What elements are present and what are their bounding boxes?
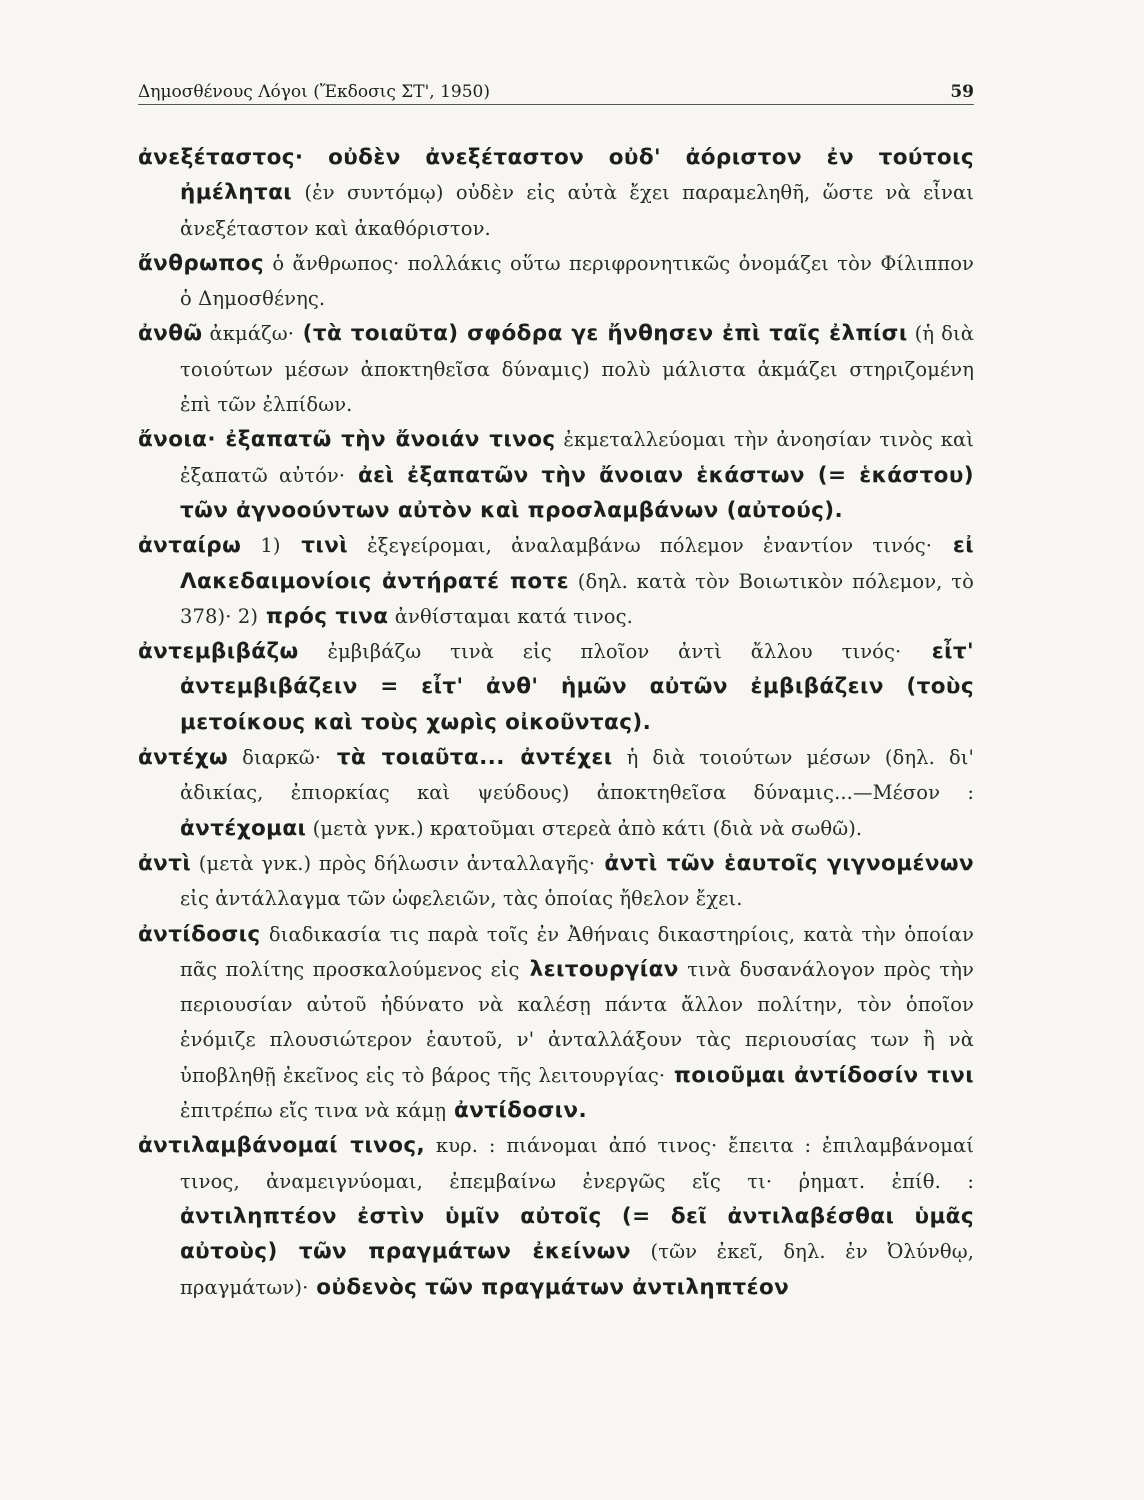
- definition-text: εἰς ἀντάλλαγμα τῶν ὠφελειῶν, τὰς ὁποίας ἤθελον ἔχει.: [180, 887, 743, 911]
- quoted-phrase: οὐδενὸς τῶν πραγμάτων ἀντιληπτέον: [308, 1274, 790, 1300]
- entry-lemma: ἀνθῶ: [138, 321, 203, 347]
- entry-lemma: ἀνεξέταστος·: [138, 145, 304, 170]
- quoted-phrase: ἀεὶ ἐξαπατῶν τὴν ἄνοιαν ἑκάστων (= ἑκάστου) τῶν ἀγνοούντων αὐτὸν καὶ προσλαμβάνων (αὐτούς).: [180, 462, 975, 523]
- quoted-phrase: τὰ τοιαῦτα... ἀντέχει: [321, 745, 613, 771]
- entry-lemma: ἀντεμβιβάζω: [138, 639, 299, 665]
- definition-text: ἀκμάζω·: [202, 322, 295, 346]
- quoted-phrase: ἀντὶ τῶν ἑαυτοῖς γιγνομένων: [595, 850, 974, 876]
- entry-lemma: ἀντὶ: [138, 850, 192, 876]
- page-number: 59: [950, 82, 974, 102]
- definition-text: ἀνθίσταμαι κατά τινος.: [388, 604, 633, 628]
- glossary-entry: [138, 740, 974, 846]
- entry-lemma: ἀντίδοσις: [138, 921, 261, 947]
- glossary-entry: [138, 140, 974, 246]
- running-title: Δημοσθένους Λόγοι (Ἔκδοσις ΣΤ', 1950): [138, 82, 490, 102]
- quoted-phrase: εἰ Λακεδαιμονίοις ἀντήρατέ ποτε: [180, 533, 975, 594]
- glossary-entry: [138, 634, 974, 740]
- glossary-entry: [138, 528, 974, 634]
- entry-lemma: ἀντέχω: [138, 745, 229, 771]
- quoted-phrase: (τὰ τοιαῦτα) σφόδρα γε ἤνθησεν ἐπὶ ταῖς ἐλπίσι: [294, 321, 908, 347]
- glossary-entries: [138, 140, 974, 1305]
- definition-text: (τῶν ἐκεῖ, δηλ. ἐν Ὀλύνθῳ, πραγμάτων)·: [180, 1240, 974, 1299]
- glossary-entry: [138, 316, 974, 422]
- glossary-entry: [138, 422, 974, 528]
- quoted-phrase: ἐξαπατῶ τὴν ἄνοιάν τινος: [215, 427, 556, 453]
- definition-text: διαρκῶ·: [228, 746, 322, 770]
- quoted-phrase: τινὶ: [280, 533, 349, 559]
- glossary-entry: [138, 917, 974, 1129]
- definition-text: (μετὰ γνκ.) πρὸς δήλωσιν ἀνταλλαγῆς·: [191, 851, 596, 875]
- definition-text: διαδικασία τις παρὰ τοῖς ἐν Ἀθήναις δικαστηρίοις, κατὰ τὴν ὁποίαν πᾶς πολίτης προσκαλούμενος εἰς: [180, 922, 974, 981]
- glossary-entry: [138, 846, 974, 917]
- quoted-phrase: πρός τινα: [258, 603, 389, 629]
- quoted-phrase: λειτουργίαν: [519, 956, 679, 982]
- definition-text: κυρ. : πιάνομαι ἀπό τινος· ἔπειτα : ἐπιλαμβάνομαί τινος, ἀναμειγνύομαι, ἐπεμβαίνω ἐνεργῶς εἴς τι· ῥηματ. ἐπίθ. :: [180, 1134, 974, 1193]
- entry-lemma: ἀντιλαμβάνομαί τινος,: [138, 1133, 426, 1159]
- definition-text: (μετὰ γνκ.) κρατοῦμαι στερεὰ ἀπὸ κάτι (διὰ νὰ σωθῶ).: [306, 816, 863, 840]
- definition-text: ἐκμεταλλεύομαι τὴν ἀνοησίαν τινὸς καὶ ἐξαπατῶ αὐτόν·: [180, 428, 974, 487]
- definition-text: (ἡ διὰ τοιούτων μέσων ἀποκτηθεῖσα δύναμις) πολὺ μάλιστα ἀκμάζει στηριζομένη ἐπὶ τῶν ἐλπίδων.: [180, 322, 974, 417]
- quoted-phrase: εἶτ' ἀντεμβιβάζειν = εἶτ' ἀνθ' ἡμῶν αὐτῶν ἐμβιβάζειν (τοὺς μετοίκους καὶ τοὺς χωρὶς οἰκοῦντας).: [180, 639, 974, 735]
- definition-text: ἡ διὰ τοιούτων μέσων (δηλ. δι' ἀδικίας, ἐπιορκίας καὶ ψεύδους) ἀποκτηθεῖσα δύναμις...—Μέσον :: [180, 746, 974, 805]
- entry-lemma: ἄνθρωπος: [138, 250, 264, 276]
- definition-text: 1): [241, 534, 281, 558]
- quoted-phrase: οὐδὲν ἀνεξέταστον οὐδ' ἀόριστον ἐν τούτοις ἠμέληται: [180, 145, 974, 206]
- entry-lemma: ἄνοια·: [138, 427, 216, 453]
- definition-text: ἐπιτρέπω εἴς τινα νὰ κάμῃ: [180, 1099, 447, 1123]
- entry-lemma: ἀνταίρω: [138, 533, 242, 559]
- definition-text: (ἐν συντόμῳ) οὐδὲν εἰς αὐτὰ ἔχει παραμεληθῆ, ὥστε νὰ εἶναι ἀνεξέταστον καὶ ἀκαθόριστον.: [180, 181, 974, 240]
- header-rule: [138, 104, 974, 105]
- definition-text: (δηλ. κατὰ τὸν Βοιωτικὸν πόλεμον, τὸ 378)· 2): [180, 569, 974, 628]
- quoted-phrase: ποιοῦμαι ἀντίδοσίν τινι: [665, 1062, 974, 1088]
- glossary-entry: [138, 1128, 974, 1304]
- quoted-phrase: ἀντέχομαι: [180, 815, 307, 841]
- definition-text: ἐξεγείρομαι, ἀναλαμβάνω πόλεμον ἐναντίον τινός·: [348, 534, 933, 558]
- quoted-phrase: ἀντίδοσιν.: [446, 1098, 588, 1124]
- running-header: [138, 80, 974, 104]
- definition-text: τινὰ δυσανάλογον πρὸς τὴν περιουσίαν αὐτοῦ ἠδύνατο νὰ καλέσῃ πάντα ἄλλον πολίτην, τὸν ὁποῖον ἐνόμιζε πλουσιώτερον ἑαυτοῦ, ν' ἀνταλλάξουν τὰς περιουσίας των ἢ νὰ ὑποβληθῇ ἐκεῖνος εἰς τὸ βάρος τῆς λειτουργίας·: [180, 957, 975, 1087]
- quoted-phrase: ἀντιληπτέον ἐστὶν ὑμῖν αὐτοῖς (= δεῖ ἀντιλαβέσθαι ὑμᾶς αὐτοὺς) τῶν πραγμάτων ἐκείνων: [180, 1203, 974, 1265]
- glossary-entry: [138, 246, 974, 317]
- definition-text: ἐμβιβάζω τινὰ εἰς πλοῖον ἀντὶ ἄλλου τινός·: [298, 640, 902, 664]
- definition-text: ὁ ἄνθρωπος· πολλάκις οὕτω περιφρονητικῶς ὀνομάζει τὸν Φίλιππον ὁ Δημοσθένης.: [180, 251, 974, 311]
